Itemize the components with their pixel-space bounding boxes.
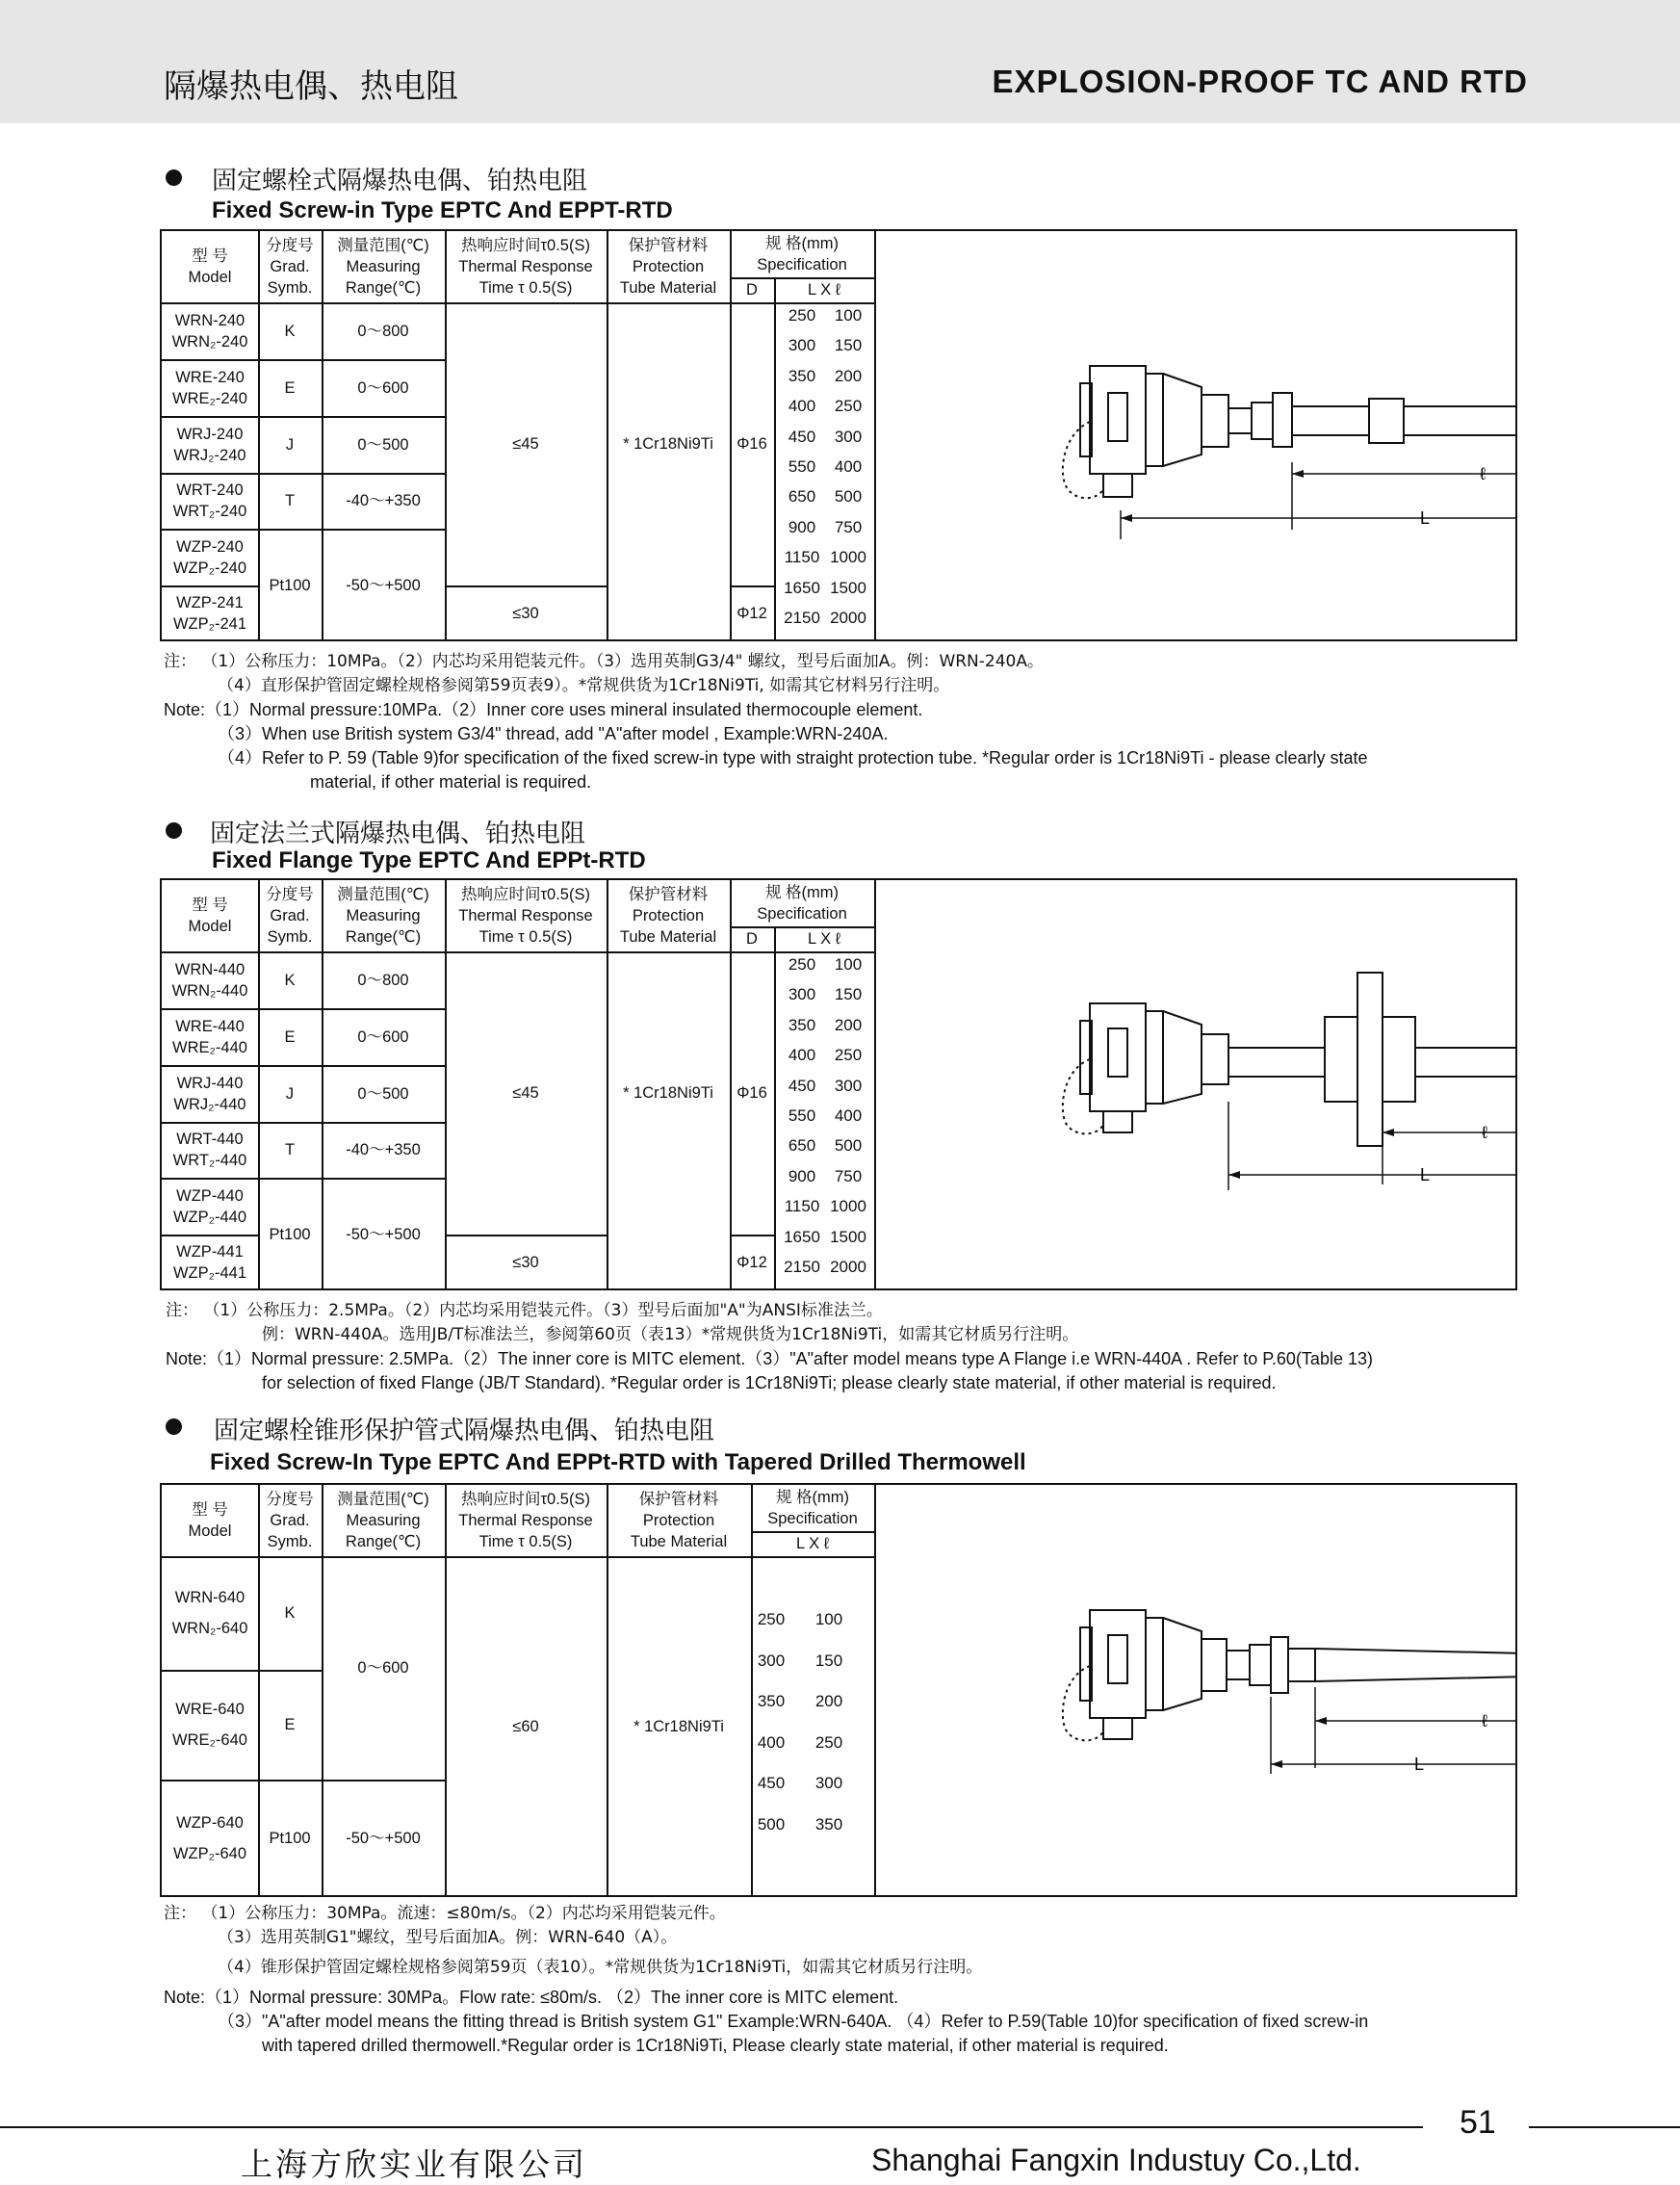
range-cell: 0～800 xyxy=(357,971,409,989)
response-cell: ≤45 xyxy=(512,1084,539,1102)
spec-L-value: 900 xyxy=(788,517,816,536)
spec-l-value: 150 xyxy=(834,336,863,355)
range-cell: 0～800 xyxy=(357,322,409,340)
table-row-model: WRE-240 WRE₂-240 xyxy=(172,368,247,407)
spec-L-value: 650 xyxy=(788,1136,816,1156)
material-cell: * 1Cr18Ni9Ti xyxy=(623,1084,713,1102)
header-title-cn: 隔爆热电偶、热电阻 xyxy=(164,67,458,106)
spec-L-value: 1650 xyxy=(784,1227,820,1246)
table-row-model: WZP-441 WZP₂-441 xyxy=(172,1243,247,1282)
dim-L: L xyxy=(1413,1755,1425,1774)
spec-L-value: 250 xyxy=(757,1610,786,1628)
spec-L-value: 650 xyxy=(788,487,816,507)
col-range: 测量范围(℃) Measuring Range(℃) xyxy=(337,237,429,297)
col-grad: 分度号 Grad. Symb. xyxy=(266,886,314,946)
grad-cell: Pt100 xyxy=(269,1830,311,1847)
section-3-title-en: Fixed Screw-In Type EPTC And EPPt-RTD with Tapered Drilled Thermowell xyxy=(210,1449,1026,1475)
col-material: 保护管材料 Protection Tube Material xyxy=(619,237,717,297)
dim-L: L xyxy=(1419,508,1431,528)
col-grad: 分度号 Grad. Symb. xyxy=(266,1491,314,1550)
spec-L-value: 350 xyxy=(788,1015,816,1034)
material-cell: * 1Cr18Ni9Ti xyxy=(623,435,713,453)
spec-L-value: 450 xyxy=(788,1076,816,1095)
section-3-notes: 注： （1）公称压力：30MPa。流速：≤80m/s。（2）内芯均采用铠装元件。 （3）选用英制G1"螺纹，型号后面加A。例：WRN-640（A）。 （4）锥形保护管固定螺栓规格参阅第59页（表10）。*常规供货为1Cr18Ni9Ti，如需其它材质另行注明。 Note:（1）Normal pressure: 30MPa。Flow rate: ≤80m/s. （2）The inner core is MITC element. （3）"A"after model means the fitting thread is British system G1" Example:WRN-640A. （4）Refer to P.59(Table 10)for specification of fixed screw-in with tapered drilled thermowell.*Regular order is 1Cr18Ni9Ti, Please clearly state material, if other material is required. xyxy=(164,1904,1369,2055)
bullet-icon xyxy=(166,1418,182,1435)
dim-l: ℓ xyxy=(1482,1123,1487,1142)
section-3-title-cn: 固定螺栓锥形保护管式隔爆热电偶、铂热电阻 xyxy=(214,1417,715,1445)
bullet-icon xyxy=(166,822,182,839)
spec-l-value: 2000 xyxy=(830,1258,866,1276)
col-spec: 规 格(mm) Specification xyxy=(757,235,847,273)
spec-L-value: 400 xyxy=(788,1046,816,1065)
section-1-notes: 注： （1）公称压力：10MPa。（2）内芯均采用铠装元件。（3）选用英制G3/4" 螺纹，型号后面加A。例：WRN-240A。 （4）直形保护管固定螺栓规格参阅第59页表9）。*常规供货为1Cr18Ni9Ti, 如需其它材料另行注明。 Note:（1）Normal pressure:10MPa.（2）Inner core uses mineral insulated thermocouple element. （3）When use British system G3/4" thread, add "A"after model , Example:WRN-240A. （4）Refer to P. 59 (Table 9)for specification of the fixed screw-in type with straight protection tube. *Regular order is 1Cr18Ni9Ti - please clearly state material, if other material is required. xyxy=(164,652,1368,792)
col-lxl: L X ℓ xyxy=(807,930,841,948)
dim-l: ℓ xyxy=(1480,464,1486,483)
spec-L-value: 550 xyxy=(788,1106,816,1125)
response-cell: ≤45 xyxy=(512,435,539,453)
spec-L-value: 1650 xyxy=(784,578,820,597)
spec-L-value: 900 xyxy=(788,1166,816,1185)
spec-l-value: 500 xyxy=(834,1136,863,1156)
spec-l-value: 100 xyxy=(814,1610,843,1628)
d-cell: Φ16 xyxy=(737,435,767,453)
bullet-icon xyxy=(166,169,182,186)
spec-l-value: 400 xyxy=(834,1106,863,1125)
drawing-tapered xyxy=(876,1485,1516,1895)
spec-L-value: 300 xyxy=(788,985,816,1004)
col-spec: 规 格(mm) Specification xyxy=(767,1489,858,1527)
spec-L-value: 550 xyxy=(788,457,816,476)
grad-cell: K xyxy=(284,1604,296,1622)
spec-l-value: 750 xyxy=(834,1166,863,1185)
col-lxl: L X ℓ xyxy=(795,1535,830,1552)
spec-l-value: 150 xyxy=(814,1651,843,1670)
spec-l-value: 250 xyxy=(834,1046,863,1065)
col-d: D xyxy=(746,930,758,948)
spec-l-value: 100 xyxy=(834,955,863,974)
d-cell: Φ12 xyxy=(737,1254,767,1271)
spec-l-value: 150 xyxy=(834,985,863,1004)
grad-cell: Pt100 xyxy=(269,576,311,594)
table-row-model: WZP-241 WZP₂-241 xyxy=(172,594,247,633)
section-1-title-cn: 固定螺栓式隔爆热电偶、铂热电阻 xyxy=(212,167,588,195)
col-model: 型 号 Model xyxy=(188,897,232,935)
col-range: 测量范围(℃) Measuring Range(℃) xyxy=(337,886,429,946)
spec-L-value: 450 xyxy=(788,427,816,446)
table-row-model: WRN-440 WRN₂-440 xyxy=(171,960,248,1000)
table-row-model: WRE-640 WRE₂-640 xyxy=(172,1701,247,1749)
col-d: D xyxy=(746,281,758,299)
section-2-notes: 注： （1）公称压力：2.5MPa。（2）内芯均采用铠装元件。（3）型号后面加"A"为ANSI标准法兰。 例：WRN-440A。选用JB/T标准法兰，参阅第60页（表13）*常规供货为1Cr18Ni9Ti，如需其它材质另行注明。 Note:（1）Normal pressure: 2.5MPa.（2）The inner core is MITC element.（3）"A"after model means type A Flange i.e WRN-440A . Refer to P.60(Table 13) for selection of fixed Flange (JB/T Standard). *Regular order is 1Cr18Ni9Ti; please clearly state material, if other material is required. xyxy=(166,1301,1373,1392)
footer-rule xyxy=(0,2126,1423,2128)
col-spec: 规 格(mm) Specification xyxy=(757,884,847,923)
range-cell: 0～600 xyxy=(357,1659,409,1677)
col-grad: 分度号 Grad. Symb. xyxy=(266,237,314,297)
range-cell: -40～+350 xyxy=(346,1141,421,1158)
response-cell: ≤30 xyxy=(512,1254,539,1271)
spec-L-value: 350 xyxy=(788,366,816,385)
spec-L-value: 300 xyxy=(788,336,816,355)
spec-l-value: 500 xyxy=(834,487,863,507)
grad-cell: J xyxy=(285,435,295,454)
spec-L-value: 1150 xyxy=(784,548,820,567)
grad-cell: E xyxy=(284,1027,296,1046)
spec-l-value: 250 xyxy=(834,397,863,416)
spec-L-value: 250 xyxy=(788,306,816,325)
spec-L-value: 1150 xyxy=(784,1197,820,1216)
spec-l-value: 1500 xyxy=(830,1227,866,1246)
table-row-model: WRJ-440 WRJ₂-440 xyxy=(173,1074,246,1113)
table-row-model: WRN-240 WRN₂-240 xyxy=(171,311,248,351)
range-cell: -50～+500 xyxy=(346,576,421,594)
drawing-screw-in xyxy=(876,231,1516,639)
section-2-title-en: Fixed Flange Type EPTC And EPPt-RTD xyxy=(212,847,646,873)
spec-l-value: 2000 xyxy=(830,609,866,627)
range-cell: 0～600 xyxy=(357,378,409,397)
spec-l-value: 750 xyxy=(834,517,863,536)
range-cell: 0～500 xyxy=(357,435,409,454)
col-response: 热响应时间τ0.5(S) Thermal Response Time τ 0.5(S) xyxy=(458,237,593,297)
spec-L-value: 2150 xyxy=(784,609,820,627)
d-cell: Φ16 xyxy=(737,1084,767,1102)
spec-l-value: 300 xyxy=(814,1774,843,1792)
dim-l: ℓ xyxy=(1482,1711,1487,1730)
grad-cell: T xyxy=(284,492,296,509)
range-cell: 0～600 xyxy=(357,1027,409,1046)
table-row-model: WRE-440 WRE₂-440 xyxy=(172,1017,247,1056)
spec-L-value: 2150 xyxy=(784,1258,820,1276)
col-model: 型 号 Model xyxy=(188,247,232,286)
col-model: 型 号 Model xyxy=(188,1501,232,1540)
grad-cell: E xyxy=(284,378,296,397)
grad-cell: J xyxy=(285,1084,295,1103)
footer-company-en: Shanghai Fangxin Industuy Co.,Ltd. xyxy=(871,2143,1361,2177)
range-cell: -50～+500 xyxy=(346,1830,421,1847)
d-cell: Φ12 xyxy=(737,605,767,622)
col-material: 保护管材料 Protection Tube Material xyxy=(630,1491,728,1550)
table-1 xyxy=(160,229,1517,641)
range-cell: -50～+500 xyxy=(346,1225,421,1243)
col-response: 热响应时间τ0.5(S) Thermal Response Time τ 0.5(S) xyxy=(458,886,593,946)
col-range: 测量范围(℃) Measuring Range(℃) xyxy=(337,1491,429,1550)
spec-L-value: 500 xyxy=(757,1814,786,1834)
range-cell: -40～+350 xyxy=(346,492,421,509)
spec-l-value: 1000 xyxy=(830,548,866,567)
spec-L-value: 400 xyxy=(788,397,816,416)
drawing-flange xyxy=(876,880,1516,1288)
section-1-title-en: Fixed Screw-in Type EPTC And EPPT-RTD xyxy=(212,197,673,223)
table-row-model: WRT-440 WRT₂-440 xyxy=(172,1131,247,1169)
table-2 xyxy=(160,878,1517,1290)
spec-l-value: 350 xyxy=(814,1814,843,1834)
spec-l-value: 200 xyxy=(834,1015,863,1034)
table-row-model: WRJ-240 WRJ₂-240 xyxy=(173,425,246,464)
table-row-model: WZP-440 WZP₂-440 xyxy=(172,1186,247,1226)
grad-cell: Pt100 xyxy=(269,1225,311,1243)
spec-L-value: 350 xyxy=(757,1692,786,1710)
spec-l-value: 1000 xyxy=(830,1197,866,1216)
footer-rule xyxy=(1529,2126,1680,2128)
col-lxl: L X ℓ xyxy=(807,281,841,299)
header-title-en: EXPLOSION-PROOF TC AND RTD xyxy=(992,64,1528,99)
material-cell: * 1Cr18Ni9Ti xyxy=(633,1718,724,1735)
spec-l-value: 1500 xyxy=(830,578,866,597)
response-cell: ≤60 xyxy=(512,1718,539,1735)
grad-cell: K xyxy=(284,971,296,989)
grad-cell: T xyxy=(284,1141,296,1158)
page-header xyxy=(0,0,1680,123)
spec-L-value: 250 xyxy=(788,955,816,974)
spec-l-value: 200 xyxy=(834,366,863,385)
col-response: 热响应时间τ0.5(S) Thermal Response Time τ 0.5(S) xyxy=(458,1491,593,1550)
dim-L: L xyxy=(1419,1165,1431,1184)
grad-cell: E xyxy=(284,1716,296,1733)
col-material: 保护管材料 Protection Tube Material xyxy=(619,886,717,946)
table-3 xyxy=(160,1483,1517,1897)
page-number: 51 xyxy=(1460,2104,1496,2141)
footer-company-cn: 上海方欣实业有限公司 xyxy=(241,2146,587,2183)
spec-l-value: 400 xyxy=(834,457,863,476)
spec-l-value: 250 xyxy=(814,1732,843,1752)
grad-cell: K xyxy=(284,322,296,340)
table-row-model: WZP-640 WZP₂-640 xyxy=(172,1814,247,1862)
spec-l-value: 300 xyxy=(834,1076,863,1095)
spec-L-value: 300 xyxy=(757,1651,786,1670)
response-cell: ≤30 xyxy=(512,605,539,622)
spec-l-value: 100 xyxy=(834,306,863,325)
spec-L-value: 400 xyxy=(757,1732,786,1752)
section-2-title-cn: 固定法兰式隔爆热电偶、铂热电阻 xyxy=(210,819,586,848)
spec-l-value: 300 xyxy=(834,427,863,446)
table-row-model: WRT-240 WRT₂-240 xyxy=(172,481,247,520)
table-row-model: WRN-640 WRN₂-640 xyxy=(171,1589,248,1637)
table-row-model: WZP-240 WZP₂-240 xyxy=(172,537,247,577)
spec-l-value: 200 xyxy=(814,1692,843,1710)
range-cell: 0～500 xyxy=(357,1084,409,1103)
spec-L-value: 450 xyxy=(757,1774,786,1792)
